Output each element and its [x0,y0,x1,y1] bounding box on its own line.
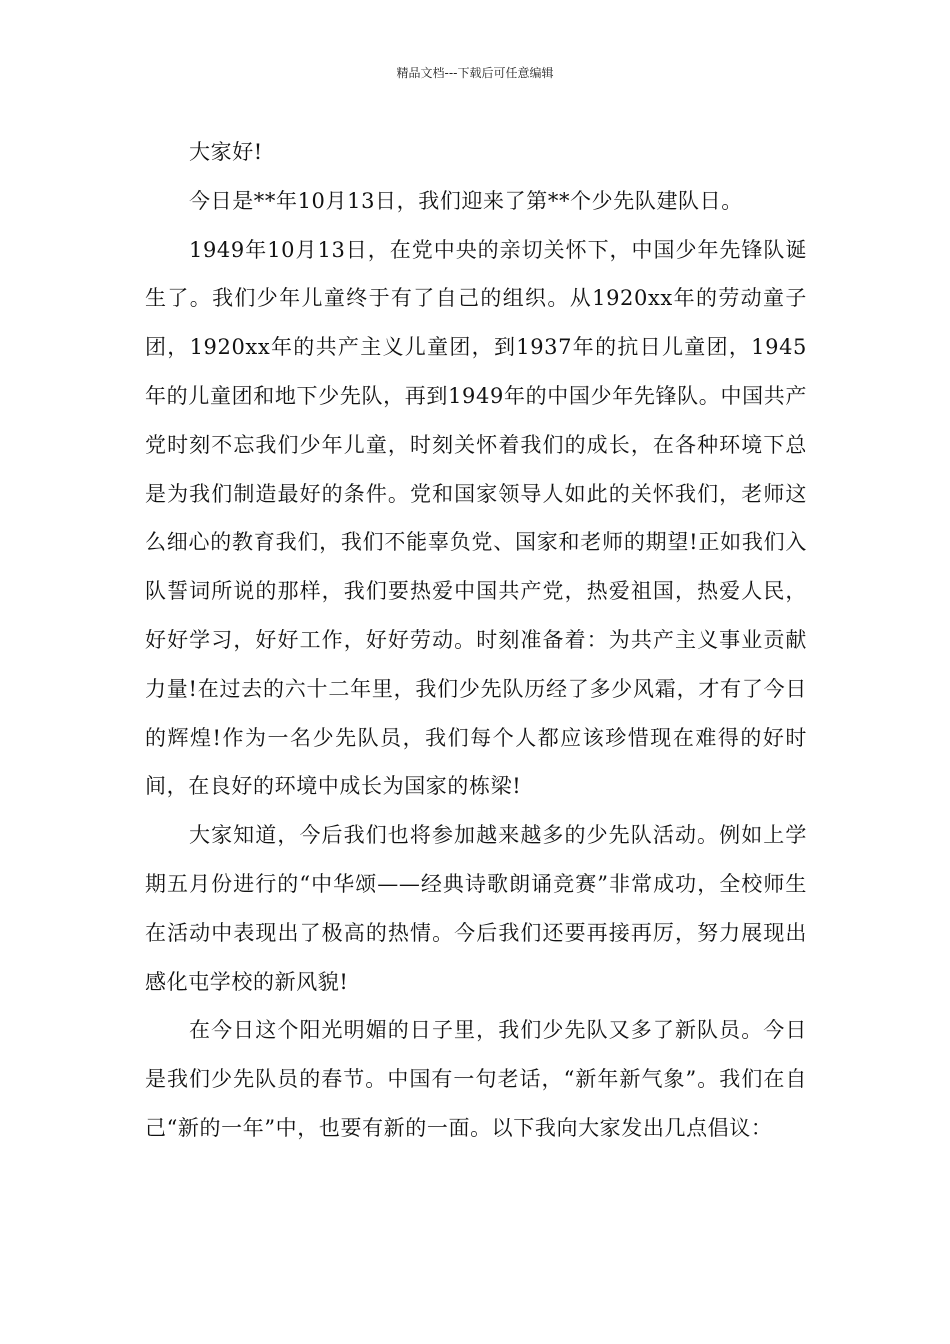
document-body [145,128,807,1153]
date-paragraph: 今日是**年10月13日，我们迎来了第**个少先队建队日。 [189,188,743,213]
greeting-paragraph: 大家好! [189,140,263,164]
history-paragraph: 1949年10月13日，在党中央的亲切关怀下，中国少年先锋队诞生了。我们少年儿童终于有了自己的组织。从1920xx年的劳动童子团，1920xx年的共产主义儿童团，到1937年的抗日儿童团，1945年的儿童团和地下少先队，再到1949年的中国少年先锋队。中国共产党时刻不忘我们少年儿童，时刻关怀着我们的成长，在各种环境下总是为我们制造最好的条件。党和国家领导人如此的关怀我们，老师这么细心的教育我们，我们不能辜负党、国家和老师的期望!正如我们入队誓词所说的那样，我们要热爱中国共产党，热爱祖国，热爱人民，好好学习，好好工作，好好劳动。时刻准备着：为共产主义事业贡献力量!在过去的六十二年里，我们少先队历经了多少风霜，才有了今日的辉煌!作为一名少先队员，我们每个人都应该珍惜现在难得的好时间，在良好的环境中成长为国家的栋梁! [145,237,807,799]
activities-paragraph: 大家知道，今后我们也将参加越来越多的少先队活动。例如上学期五月份进行的“中华颂——经典诗歌朗诵竞赛”非常成功，全校师生在活动中表现出了极高的热情。今后我们还要再接再厉，努力展现出感化屯学校的新风貌! [145,823,807,994]
page-header: 精品文档---下载后可任意编辑 [396,66,554,80]
new-members-paragraph: 在今日这个阳光明媚的日子里，我们少先队又多了新队员。今日是我们少先队员的春节。中国有一句老话，“新年新气象”。我们在自己“新的一年”中，也要有新的一面。以下我向大家发出几点倡议： [145,1018,807,1140]
